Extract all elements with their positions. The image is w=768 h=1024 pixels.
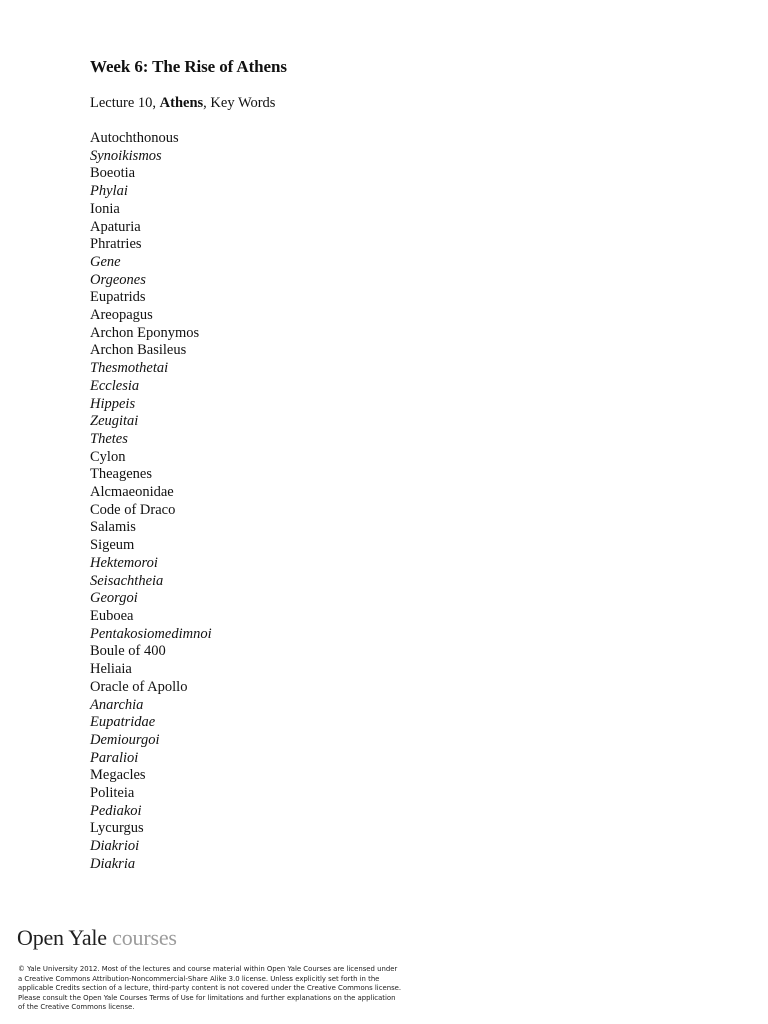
key-word-item: Hippeis [90,395,136,412]
key-word-item: Euboea [90,607,134,624]
logo-courses-text: courses [106,925,177,950]
logo-open-yale-text: Open Yale [17,925,107,950]
key-word-item: Cylon [90,448,126,465]
key-word-item: Oracle of Apollo [90,678,188,695]
open-yale-courses-logo [17,925,177,951]
key-word-item: Georgoi [90,590,138,607]
lecture-suffix: , Key Words [203,95,276,111]
key-word-item: Thetes [90,430,128,447]
key-word-item: Theagenes [90,466,152,483]
key-word-item: Salamis [90,519,136,536]
key-word-item: Thesmothetai [90,360,169,377]
lecture-prefix: Lecture 10, [90,95,160,111]
lecture-topic: Athens [159,95,204,111]
key-word-item: Sigeum [90,537,135,554]
key-word-item: Zeugitai [90,413,139,430]
key-words-list [90,130,212,874]
key-word-item: Megacles [90,767,146,784]
key-word-item: Synoikismos [90,147,162,164]
key-word-item: Paralioi [90,749,139,766]
lecture-subtitle [90,95,275,112]
key-word-item: Gene [90,253,121,270]
key-word-item: Eupatrids [90,289,146,306]
key-word-item: Politeia [90,785,135,802]
key-word-item: Pediakoi [90,802,142,819]
key-word-item: Boule of 400 [90,643,166,660]
key-word-item: Phylai [90,183,128,200]
key-word-item: Anarchia [90,696,144,713]
key-word-item: Seisachtheia [90,572,164,589]
key-word-item: Alcmaeonidae [90,484,174,501]
license-notice: © Yale University 2012. Most of the lectures and course material within Open Yale Courses are licensed under a Creative Commons Attribution-Noncommercial-Share Alike 3.0 license. Unless explicitly set forth in the applicable Credits section of a lecture, third-party content is not covered under the Creative Commons license. Please consult the Open Yale Courses Terms of Use for limitations and further explanations on the application of the Creative Commons license. [18,965,402,1012]
key-word-item: Demiourgoi [90,731,160,748]
key-word-item: Ionia [90,200,120,217]
key-word-item: Autochthonous [90,130,179,146]
key-word-item: Archon Eponymos [90,324,200,341]
page-title: Week 6: The Rise of Athens [90,57,287,76]
key-word-item: Orgeones [90,271,146,288]
key-word-item: Archon Basileus [90,342,187,359]
key-word-item: Boeotia [90,165,136,182]
key-word-item: Pentakosiomedimnoi [90,625,212,642]
key-word-item: Phratries [90,236,142,253]
key-word-item: Apaturia [90,218,141,235]
key-word-item: Ecclesia [90,377,140,394]
key-word-item: Eupatridae [90,714,156,731]
key-word-item: Diakrioi [90,838,140,855]
key-word-item: Areopagus [90,307,153,324]
key-word-item: Lycurgus [90,820,144,837]
key-word-item: Heliaia [90,661,132,678]
key-word-item: Code of Draco [90,501,176,518]
key-word-item: Diakria [90,855,136,872]
key-word-item: Hektemoroi [90,554,158,571]
